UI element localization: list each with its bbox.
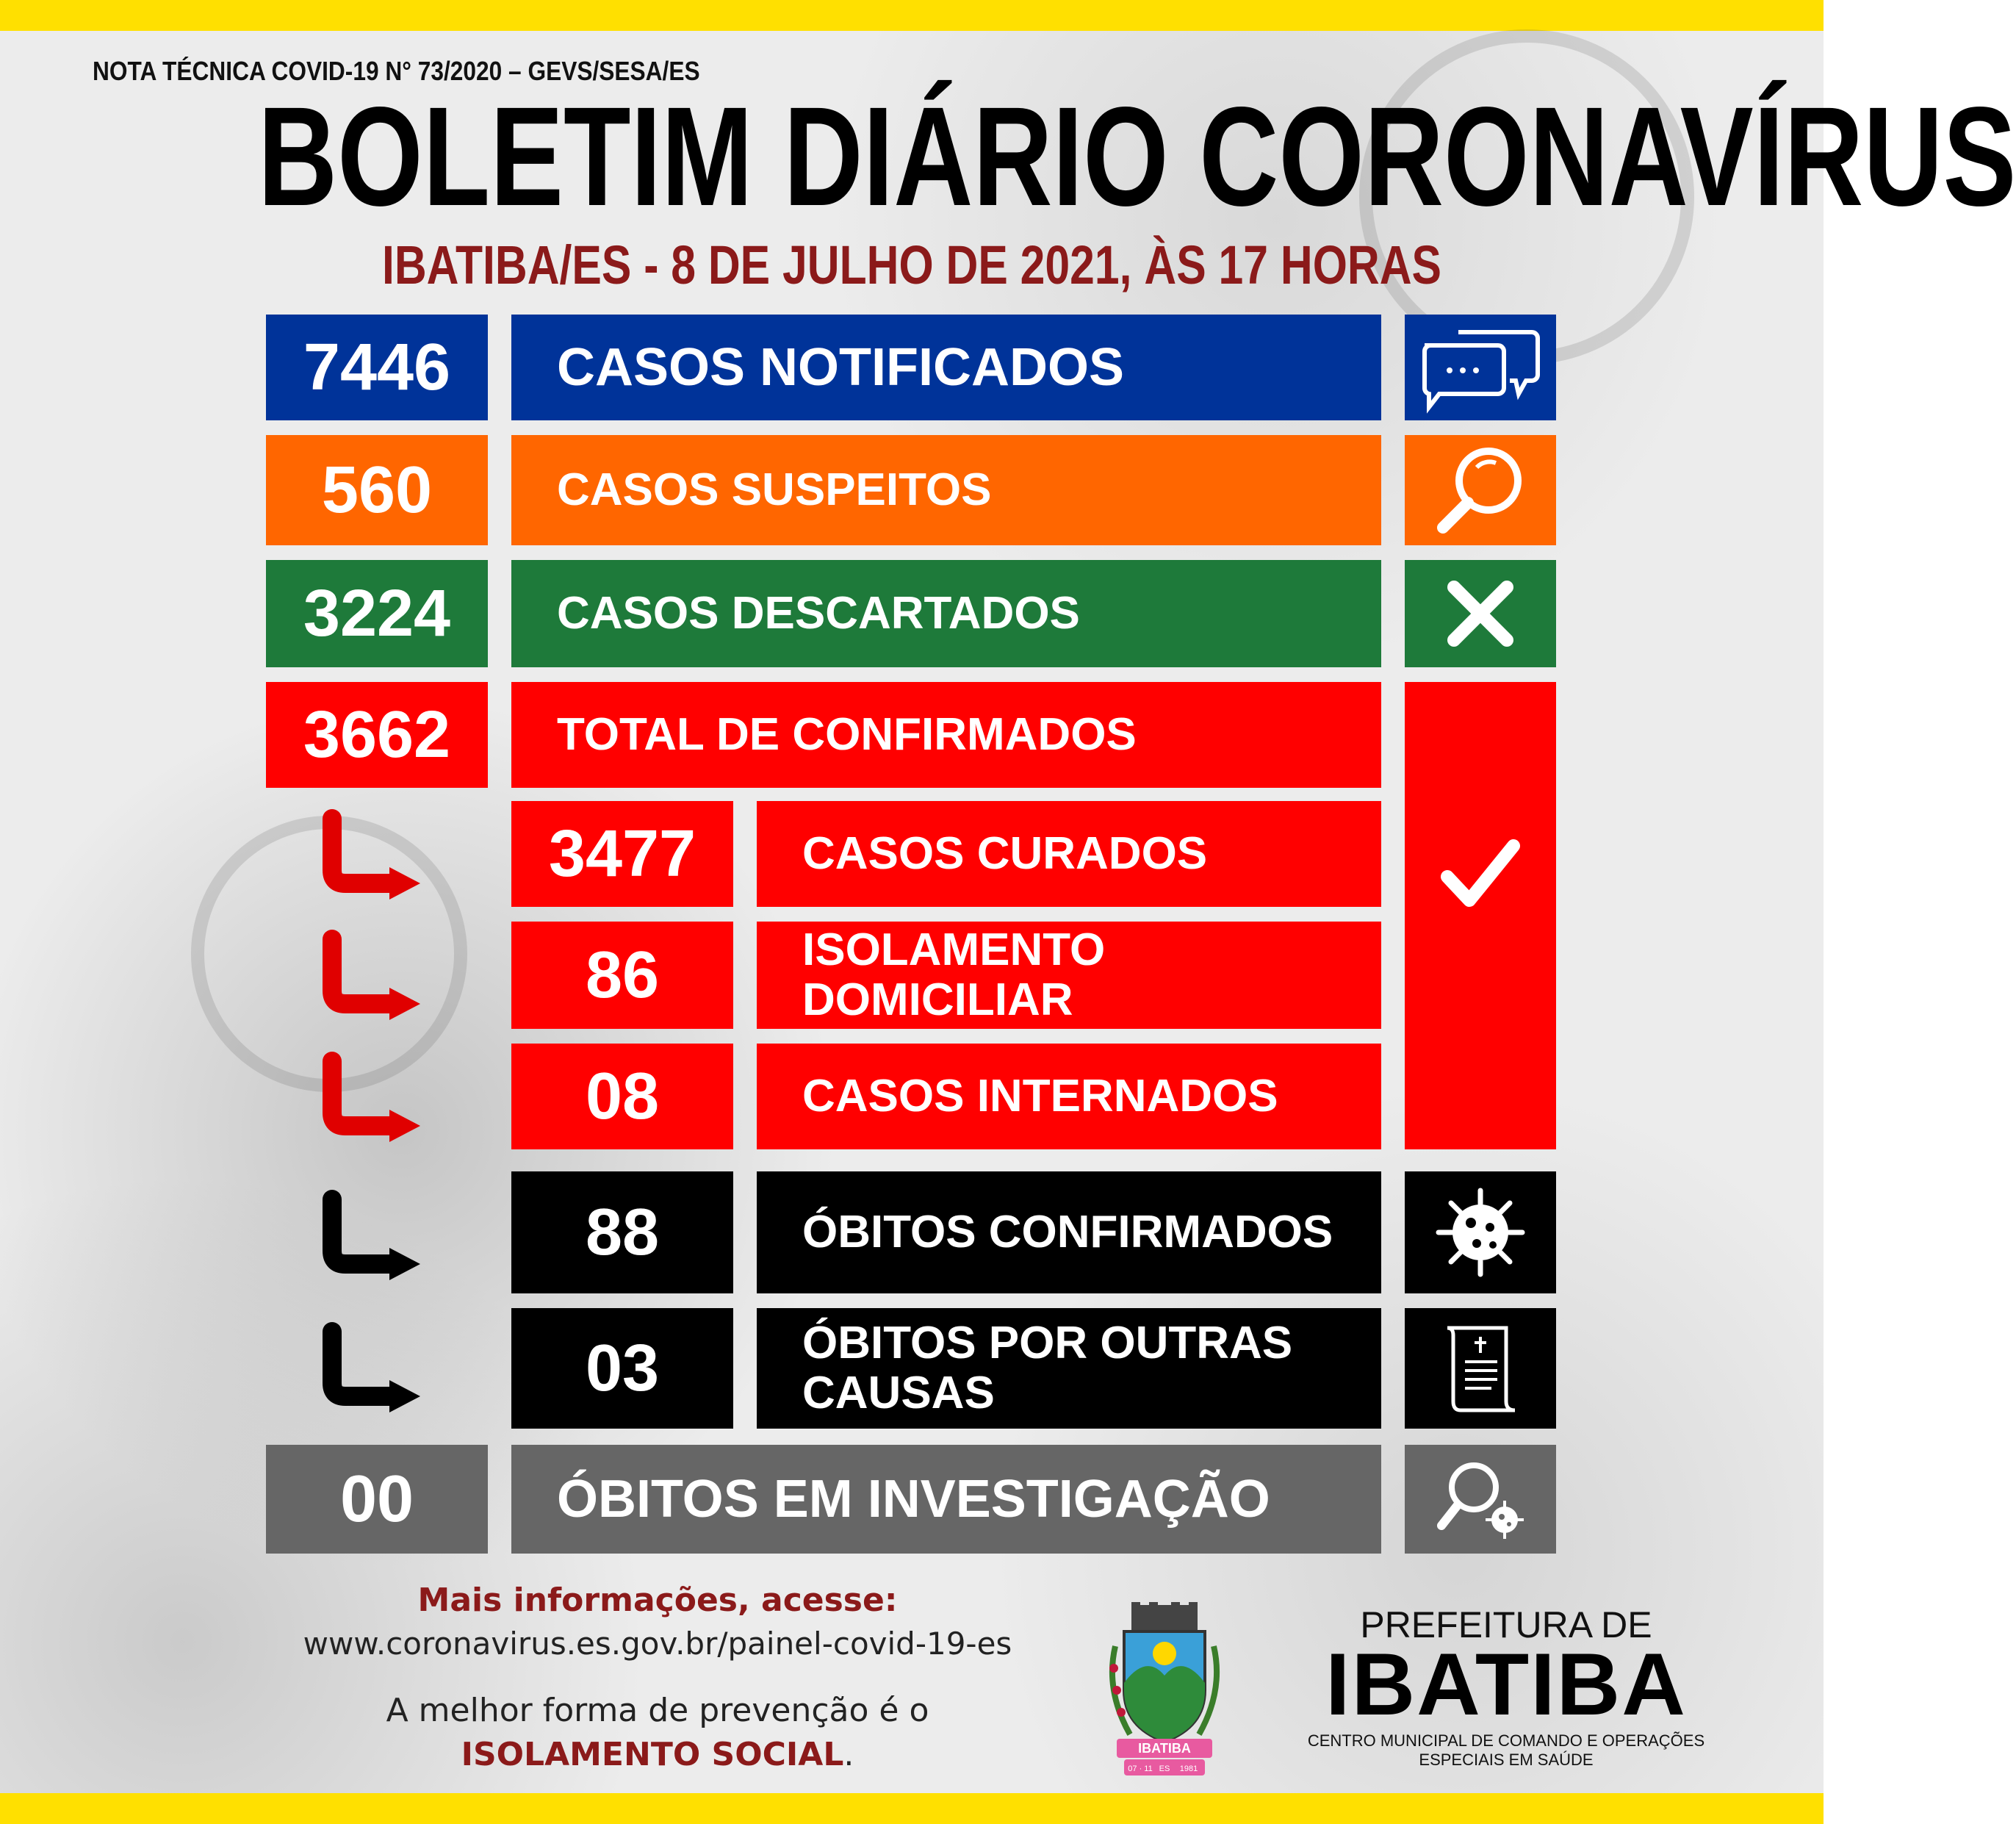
prefeitura-heading: PREFEITURA DE <box>1360 1604 1652 1645</box>
red-arrow-icon <box>316 935 426 1023</box>
isolamento-label: ISOLAMENTO DOMICILIAR <box>757 922 1381 1029</box>
x-mark-icon-graphic <box>1444 577 1517 650</box>
prefeitura-subtitle-line1: CENTRO MUNICIPAL DE COMANDO E OPERAÇÕES <box>1307 1731 1705 1750</box>
date-subtitle: IBATIBA/ES - 8 DE JULHO DE 2021, ÀS 17 HORAS <box>381 234 1442 295</box>
prevention-period: . <box>843 1736 854 1773</box>
info-url[interactable]: www.coronavirus.es.gov.br/painel-covid-19-es <box>303 1626 1012 1662</box>
crest-state-text: ES <box>1159 1764 1170 1773</box>
black-arrow-icon <box>316 1327 426 1415</box>
red-arrow-icon <box>316 814 426 902</box>
more-info-heading: Mais informações, acesse: <box>417 1581 898 1619</box>
obitos-label: ÓBITOS CONFIRMADOS <box>757 1171 1381 1293</box>
bottom-stripe <box>0 1793 1824 1824</box>
certificate-icon-graphic <box>1440 1321 1521 1416</box>
investigacao-value: 00 <box>266 1445 488 1554</box>
page-title: BOLETIM DIÁRIO CORONAVÍRUS <box>258 77 2016 235</box>
checkmark-icon-graphic <box>1440 839 1521 912</box>
descartados-value: 3224 <box>266 560 488 667</box>
internados-label: CASOS INTERNADOS <box>757 1044 1381 1149</box>
descartados-label: CASOS DESCARTADOS <box>511 560 1381 667</box>
prefeitura-subtitle-line2: ESPECIAIS EM SAÚDE <box>1419 1751 1594 1769</box>
virus-search-icon <box>1405 1445 1556 1554</box>
magnifier-icon <box>1405 435 1556 545</box>
municipal-crest-logo <box>1102 1602 1227 1778</box>
certificate-icon <box>1405 1308 1556 1429</box>
confirmados-value: 3662 <box>266 682 488 788</box>
curados-label: CASOS CURADOS <box>757 801 1381 907</box>
confirmados-label: TOTAL DE CONFIRMADOS <box>511 682 1381 788</box>
top-stripe <box>0 0 1824 31</box>
virus-search-icon-graphic <box>1433 1455 1528 1543</box>
suspeitos-value: 560 <box>266 435 488 545</box>
magnifier-icon-graphic <box>1433 442 1528 538</box>
crest-banner-text: IBATIBA <box>1138 1741 1191 1756</box>
x-mark-icon <box>1405 560 1556 667</box>
outras-label-line2: CAUSAS <box>802 1368 995 1418</box>
virus-icon-graphic <box>1433 1185 1528 1280</box>
notificados-label: CASOS NOTIFICADOS <box>511 315 1381 420</box>
prevention-strong-line <box>257 1736 1058 1773</box>
outras-value: 03 <box>511 1308 733 1429</box>
technical-note: NOTA TÉCNICA COVID-19 N° 73/2020 – GEVS/SESA/ES <box>93 56 700 86</box>
prevention-text: A melhor forma de prevenção é o <box>386 1692 929 1729</box>
prefeitura-name: IBATIBA <box>1325 1635 1687 1734</box>
checkmark-icon <box>1405 682 1556 1149</box>
red-arrow-icon <box>316 1057 426 1145</box>
black-arrow-icon <box>316 1195 426 1283</box>
isolamento-value: 86 <box>511 922 733 1029</box>
internados-value: 08 <box>511 1044 733 1149</box>
curados-value: 3477 <box>511 801 733 907</box>
obitos-value: 88 <box>511 1171 733 1293</box>
notificados-value: 7446 <box>266 315 488 420</box>
chat-icon <box>1405 315 1556 420</box>
crest-year-text: 1981 <box>1179 1764 1198 1773</box>
crest-date-text: 07 · 11 <box>1128 1764 1153 1773</box>
virus-icon <box>1405 1171 1556 1293</box>
suspeitos-label: CASOS SUSPEITOS <box>511 435 1381 545</box>
isolamento-social-text: ISOLAMENTO SOCIAL <box>461 1736 844 1773</box>
investigacao-label: ÓBITOS EM INVESTIGAÇÃO <box>511 1445 1381 1554</box>
outras-label-line1: ÓBITOS POR OUTRAS <box>802 1318 1293 1368</box>
chat-icon-graphic <box>1414 323 1547 412</box>
outras-label <box>757 1308 1381 1429</box>
